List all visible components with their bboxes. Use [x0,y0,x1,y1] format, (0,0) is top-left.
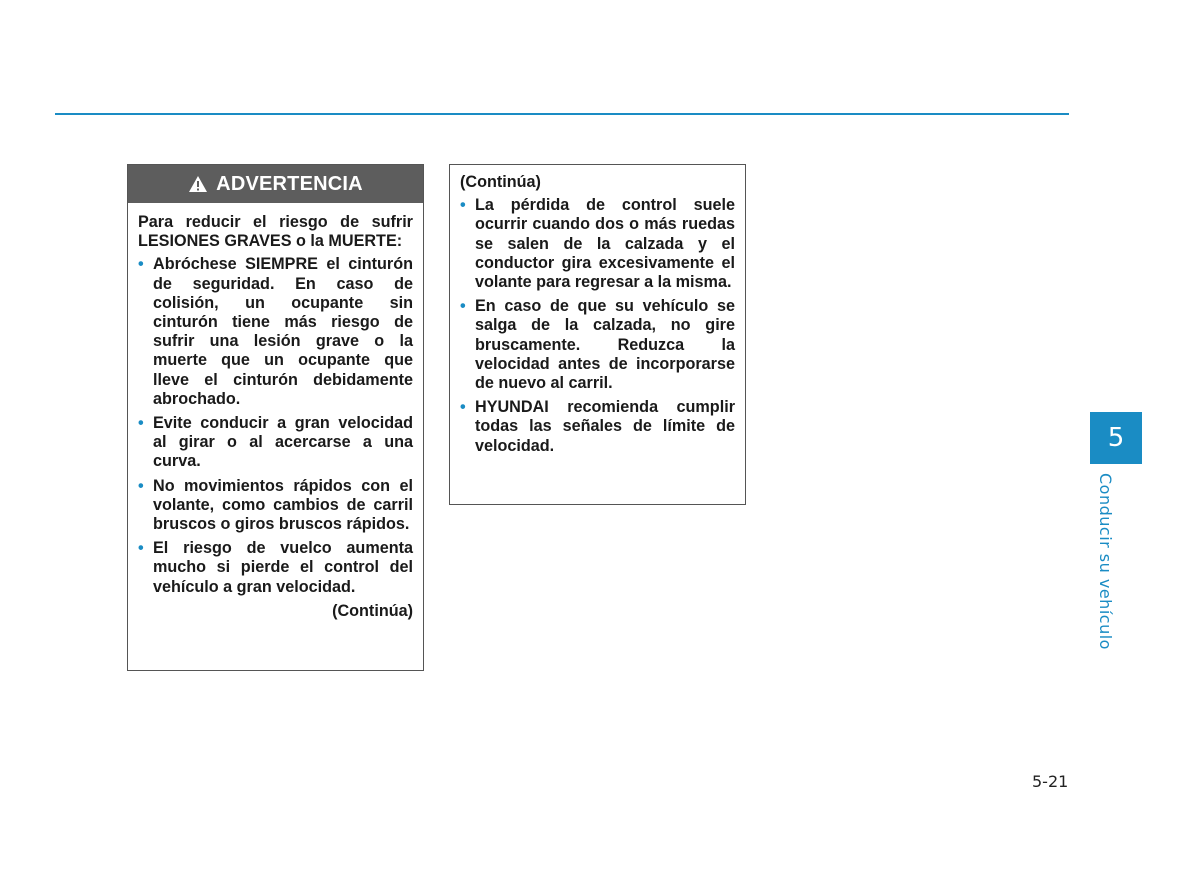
continues-label: (Continúa) [332,601,413,620]
chapter-number-tab: 5 [1090,412,1142,464]
list-item: • Evite conducir a gran velocidad al girar o al acercarse a una curva. [138,414,413,472]
continuation-heading: (Continúa) [460,173,541,191]
warning-title: ADVERTENCIA [216,172,363,195]
warning-list [138,255,413,596]
list-item: • La pérdida de control suele ocurrir cuando dos o más ruedas se salen de la calzada y el conductor gira excesivamente el volante para regresar a la misma. [460,196,735,292]
list-item: • HYUNDAI recomienda cumplir todas las señales de límite de velocidad. [460,398,735,456]
page-number: 5-21 [1032,772,1069,791]
warning-intro: Para reducir el riesgo de sufrir LESIONES GRAVES o la MUERTE: [138,213,413,251]
warning-box [127,164,424,671]
chapter-title: Conducir su vehículo [1096,473,1115,650]
list-item: • Abróchese SIEMPRE el cinturón de seguridad. En caso de colisión, un ocupante sin cinturón tiene más riesgo de sufrir una lesión grave o la muerte que un ocupante que lleve el cinturón debidamente abrochado. [138,255,413,409]
list-item: • No movimientos rápidos con el volante, como cambios de carril bruscos o giros bruscos rápidos. [138,477,413,535]
top-rule [55,113,1069,115]
list-item: • El riesgo de vuelco aumenta mucho si pierde el control del vehículo a gran velocidad. [138,539,413,597]
continuation-box [449,164,746,505]
warning-triangle-icon [188,175,208,193]
continuation-list [460,196,735,456]
warning-header [128,165,423,203]
list-item: • En caso de que su vehículo se salga de la calzada, no gire bruscamente. Reduzca la velocidad antes de incorporarse de nuevo al carril. [460,297,735,393]
